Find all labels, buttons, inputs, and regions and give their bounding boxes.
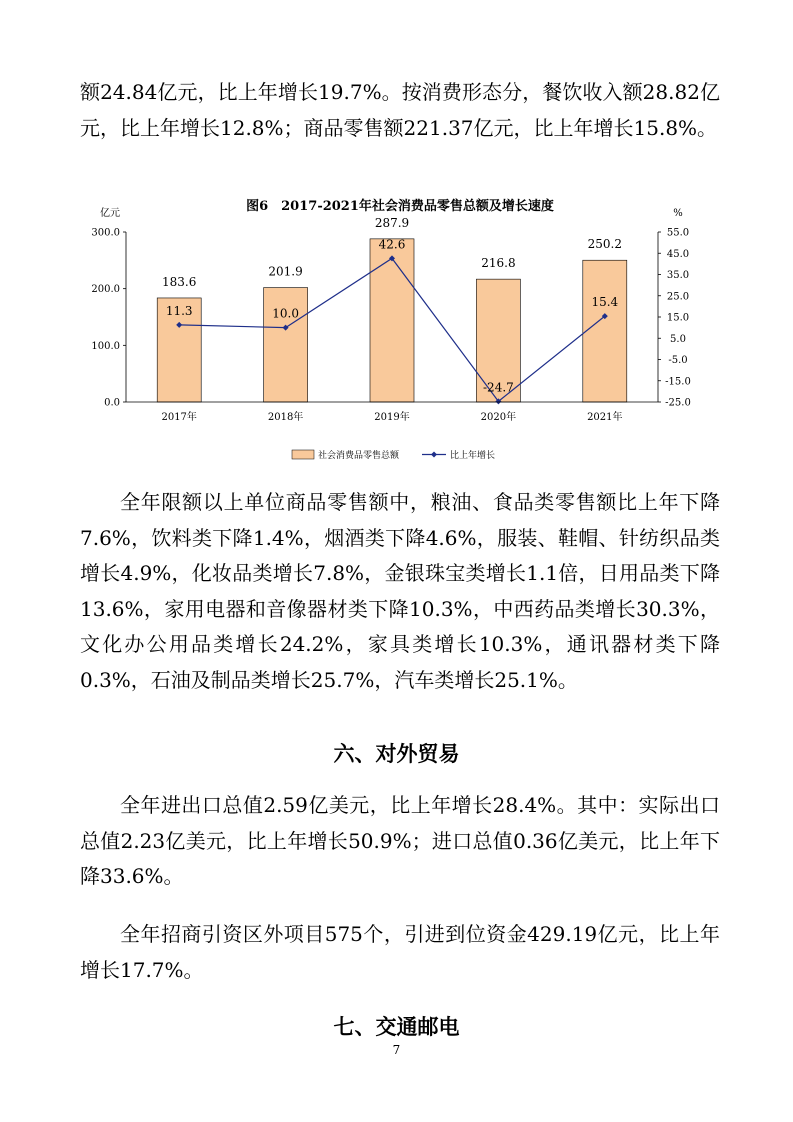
y-tick-label: 100.0	[91, 340, 120, 352]
x-tick-label: 2017年	[161, 412, 197, 423]
x-tick-label: 2018年	[267, 412, 304, 423]
paragraph-retail-categories: 全年限额以上单位商品零售额中，粮油、食品类零售额比上年下降7.6%，饮料类下降1.4%，烟酒类下降4.6%，服装、鞋帽、针纺织品类增长4.9%，化妆品类增长7.8%，金银珠宝类增长1.1倍，日用品类下降13.6%，家用电器和音像器材类下降10.3%，中西药品类增长30.3%，文化办公用品类增长24.2%，家具类增长10.3%，通讯器材类下降0.3%，石油及制品类增长25.7%，汽车类增长25.1%。	[80, 490, 720, 692]
y2-tick-label: -25.0	[665, 397, 691, 409]
legend-bar-swatch	[292, 450, 314, 459]
legend-bar-label: 社会消费品零售总额	[318, 451, 400, 461]
growth-value-label: 10.0	[272, 306, 299, 321]
y2-tick-label: 5.0	[670, 333, 686, 345]
y2-axis-unit: %	[673, 208, 683, 219]
paragraph-foreign-trade: 全年进出口总值2.59亿美元，比上年增长28.4%。其中：实际出口总值2.23亿美元，比上年增长50.9%；进口总值0.36亿美元，比上年下降33.6%。	[80, 793, 720, 888]
section-heading-transport: 七、交通邮电	[333, 1015, 460, 1039]
section-heading-foreign-trade: 六、对外贸易	[333, 742, 460, 766]
y2-tick-label: -15.0	[665, 376, 691, 388]
growth-value-label: 15.4	[591, 295, 619, 310]
bar-value-label: 287.9	[374, 215, 410, 230]
paragraph-consumption: 额24.84亿元，比上年增长19.7%。按消费形态分，餐饮收入额28.82亿元，比上年增长12.8%；商品零售额221.37亿元，比上年增长15.8%。	[80, 80, 720, 140]
x-tick-label: 2019年	[374, 412, 410, 423]
legend	[292, 449, 495, 461]
legend-line-label: 比上年增长	[450, 451, 496, 461]
bar-value-label: 183.6	[162, 274, 197, 289]
x-tick-label: 2020年	[480, 412, 517, 423]
bar-2018年	[264, 288, 308, 402]
growth-value-label: 11.3	[165, 303, 193, 318]
page-number: 7	[392, 1043, 401, 1057]
growth-value-label: 42.6	[378, 237, 406, 252]
y2-tick-label: -5.0	[668, 355, 688, 366]
y2-tick-label: 15.0	[666, 312, 690, 324]
y-axis-unit: 亿元	[100, 208, 120, 219]
y2-tick-label: 55.0	[666, 227, 690, 239]
legend-line-marker	[431, 452, 437, 458]
paragraph-investment: 全年招商引资区外项目575个，引进到位资金429.19亿元，比上年增长17.7%。	[80, 922, 720, 982]
bar-2019年	[370, 239, 414, 402]
bar-value-label: 250.2	[587, 237, 622, 252]
retail-sales-chart	[90, 190, 710, 470]
y2-tick-label: 35.0	[666, 270, 690, 281]
x-tick-label: 2021年	[587, 412, 623, 423]
y2-tick-label: 45.0	[666, 248, 690, 260]
growth-value-label: -24.7	[483, 380, 514, 395]
y-tick-label: 300.0	[91, 227, 120, 239]
bar-2021年	[583, 260, 627, 402]
chart-title: 图6 2017-2021年社会消费品零售总额及增长速度	[246, 199, 554, 214]
y-tick-label: 200.0	[91, 284, 120, 296]
y2-tick-label: 25.0	[666, 291, 690, 303]
bar-value-label: 216.8	[481, 256, 516, 271]
y-tick-label: 0.0	[104, 397, 120, 409]
bar-value-label: 201.9	[268, 264, 303, 279]
